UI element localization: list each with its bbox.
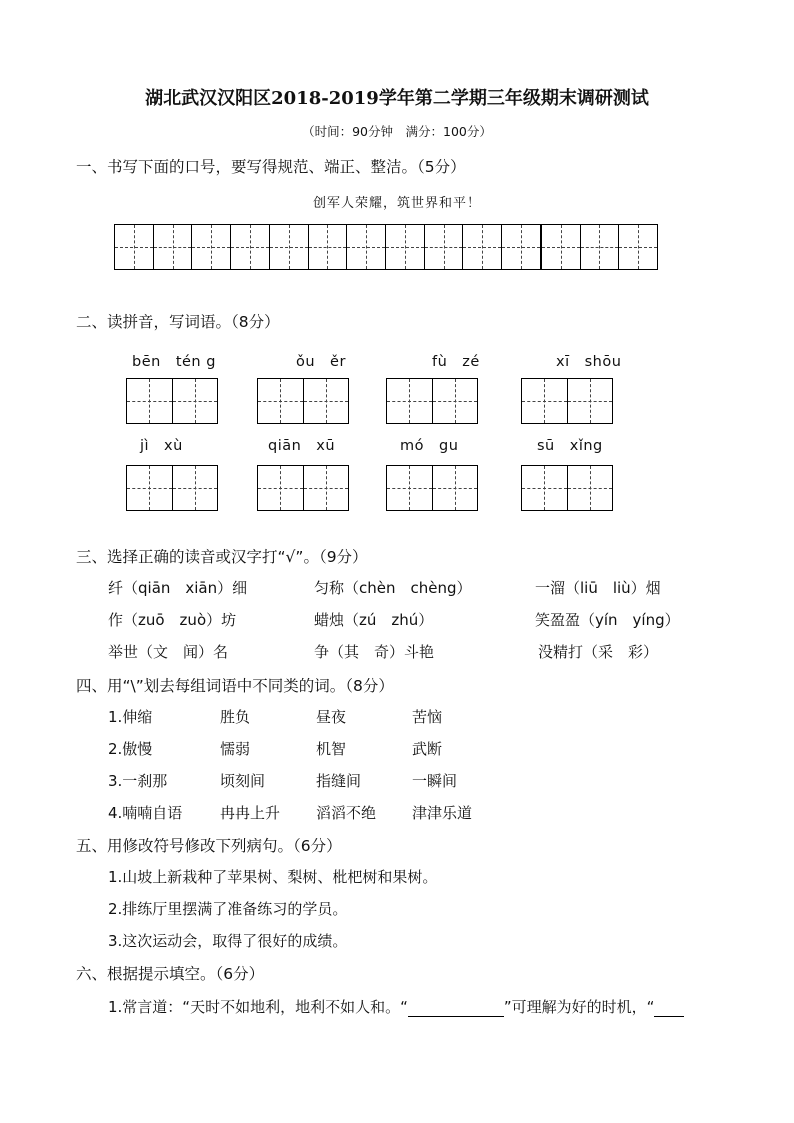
answer-box[interactable]: [126, 378, 218, 424]
word-item[interactable]: 武断: [412, 740, 443, 758]
word-item[interactable]: 机智: [316, 740, 347, 758]
pinyin-label: qiān xū: [268, 438, 336, 454]
slogan-text: 创军人荣耀，筑世界和平！: [312, 196, 481, 211]
grid-cell[interactable]: [542, 225, 581, 269]
word-item[interactable]: 滔滔不绝: [316, 804, 377, 822]
word-item[interactable]: 2.傲慢: [108, 740, 153, 758]
grid-cell[interactable]: [568, 466, 613, 510]
pinyin-label: fù zé: [432, 354, 480, 370]
grid-cell[interactable]: [192, 225, 231, 269]
grid-cell[interactable]: [502, 225, 542, 269]
pinyin-label: xī shōu: [556, 354, 622, 370]
grid-cell[interactable]: [347, 225, 386, 269]
grid-cell[interactable]: [154, 225, 193, 269]
choice-item[interactable]: 纤（qiān xiān）细: [108, 579, 248, 597]
section-4-heading: 四、用“\”划去每组词语中不同类的词。（8分）: [76, 677, 394, 695]
grid-cell[interactable]: [304, 379, 349, 423]
word-item[interactable]: 懦弱: [220, 740, 251, 758]
answer-blank[interactable]: [408, 998, 504, 1017]
grid-cell[interactable]: [433, 379, 478, 423]
grid-cell[interactable]: [127, 379, 173, 423]
word-item[interactable]: 冉冉上升: [220, 804, 281, 822]
grid-cell[interactable]: [619, 225, 657, 269]
answer-box[interactable]: [521, 465, 613, 511]
grid-cell[interactable]: [270, 225, 309, 269]
grid-cell[interactable]: [173, 466, 218, 510]
grid-cell[interactable]: [522, 379, 568, 423]
section-2-heading: 二、读拼音，写词语。（8分）: [76, 313, 280, 331]
pinyin-label: jì xù: [140, 438, 183, 454]
pinyin-label: mó gu: [400, 438, 459, 454]
writing-grid[interactable]: [114, 224, 658, 270]
grid-cell[interactable]: [127, 466, 173, 510]
answer-box[interactable]: [386, 378, 478, 424]
word-item[interactable]: 1.伸缩: [108, 708, 153, 726]
pinyin-label: sū xǐng: [537, 438, 603, 454]
sentence-item: 1.山坡上新栽种了苹果树、梨树、枇杷树和果树。: [108, 868, 438, 886]
choice-item[interactable]: 蜡烛（zú zhú）: [314, 611, 434, 629]
section-1-heading: 一、书写下面的口号，要写得规范、端正、整洁。（5分）: [76, 158, 466, 176]
grid-cell[interactable]: [173, 379, 218, 423]
fill-text: 1.常言道：“天时不如地利，地利不如人和。“: [108, 998, 408, 1016]
answer-blank[interactable]: [654, 998, 684, 1017]
fill-blank-line: [108, 996, 684, 1017]
sentence-item: 2.排练厅里摆满了准备练习的学员。: [108, 900, 348, 918]
word-item[interactable]: 一瞬间: [412, 772, 458, 790]
section-5-heading: 五、用修改符号修改下列病句。（6分）: [76, 837, 342, 855]
grid-cell[interactable]: [387, 379, 433, 423]
answer-box[interactable]: [257, 378, 349, 424]
answer-box[interactable]: [126, 465, 218, 511]
fill-text: ”可理解为好的时机，“: [503, 998, 655, 1016]
grid-cell[interactable]: [568, 379, 613, 423]
choice-item[interactable]: 没精打（采 彩）: [538, 643, 659, 661]
word-item[interactable]: 昼夜: [316, 708, 347, 726]
grid-cell[interactable]: [309, 225, 348, 269]
grid-cell[interactable]: [304, 466, 349, 510]
word-item[interactable]: 顷刻间: [220, 772, 266, 790]
grid-cell[interactable]: [463, 225, 502, 269]
word-item[interactable]: 4.喃喃自语: [108, 804, 183, 822]
pinyin-label: bēn tén g: [132, 354, 216, 370]
word-item[interactable]: 3.一刹那: [108, 772, 168, 790]
word-item[interactable]: 苦恼: [412, 708, 443, 726]
word-item[interactable]: 指缝间: [316, 772, 362, 790]
answer-box[interactable]: [386, 465, 478, 511]
grid-cell[interactable]: [231, 225, 270, 269]
word-item[interactable]: 津津乐道: [412, 804, 473, 822]
answer-box[interactable]: [521, 378, 613, 424]
grid-cell[interactable]: [522, 466, 568, 510]
page-title: 湖北武汉汉阳区2018-2019学年第二学期三年级期末调研测试: [145, 88, 649, 109]
grid-cell[interactable]: [115, 225, 154, 269]
grid-cell[interactable]: [258, 466, 304, 510]
answer-box[interactable]: [257, 465, 349, 511]
section-3-heading: 三、选择正确的读音或汉字打“√”。（9分）: [76, 548, 368, 566]
choice-item[interactable]: 争（其 奇）斗艳: [314, 643, 435, 661]
grid-cell[interactable]: [425, 225, 464, 269]
section-6-heading: 六、根据提示填空。（6分）: [76, 965, 265, 983]
choice-item[interactable]: 作（zuō zuò）坊: [108, 611, 237, 629]
choice-item[interactable]: 笑盈盈（yín yíng）: [535, 611, 680, 629]
word-item[interactable]: 胜负: [220, 708, 251, 726]
choice-item[interactable]: 匀称（chèn chèng）: [314, 579, 472, 597]
grid-cell[interactable]: [433, 466, 478, 510]
choice-item[interactable]: 一溜（liū liù）烟: [535, 579, 661, 597]
grid-cell[interactable]: [258, 379, 304, 423]
grid-cell[interactable]: [581, 225, 620, 269]
pinyin-label: ǒu ěr: [296, 354, 346, 370]
grid-cell[interactable]: [387, 466, 433, 510]
choice-item[interactable]: 举世（文 闻）名: [108, 643, 229, 661]
exam-info: （时间：90分钟 满分：100分）: [302, 124, 492, 139]
sentence-item: 3.这次运动会，取得了很好的成绩。: [108, 932, 348, 950]
grid-cell[interactable]: [386, 225, 425, 269]
